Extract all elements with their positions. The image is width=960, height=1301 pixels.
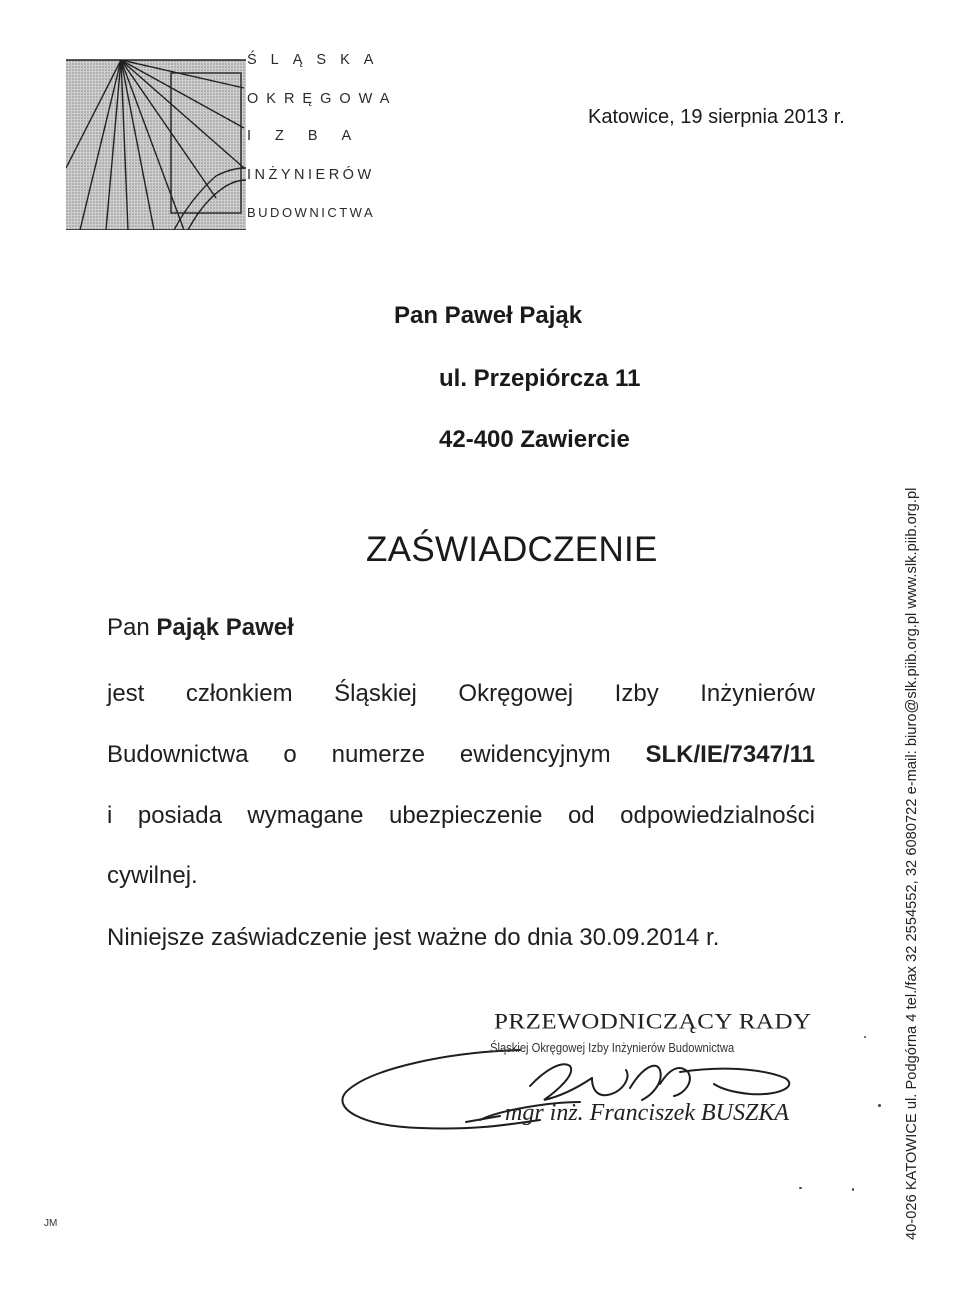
word: i [107, 802, 113, 829]
scan-speck [878, 1104, 881, 1107]
recipient-street: ul. Przepiórcza 11 [439, 365, 641, 392]
word: numerze [331, 741, 425, 768]
logo-text-line: OKRĘGOWA [247, 91, 398, 107]
typist-initials: JM [44, 1218, 58, 1229]
chamber-logo-graphic [66, 48, 246, 230]
word: posiada [137, 802, 222, 829]
word: Śląskiej [334, 680, 417, 707]
validity-statement: Niniejsze zaświadczenie jest ważne do dnia 30.09.2014 r. [107, 924, 720, 951]
membership-number: SLK/IE/7347/11 [645, 741, 815, 768]
stamp-subtitle: Śląskiej Okręgowej Izby Inżynierów Budownictwa [490, 1040, 735, 1055]
word: Okręgowej [458, 680, 574, 707]
logo-text-line: ŚLĄSKA [247, 52, 388, 68]
salutation-prefix: Pan [107, 614, 150, 641]
salutation-name: Pająk Paweł [156, 614, 294, 641]
document-title: ZAŚWIADCZENIE [366, 530, 658, 569]
stamp-title: PRZEWODNICZĄCY RADY [494, 1010, 812, 1034]
salutation [107, 614, 294, 642]
body-line: cywilnej. [107, 862, 198, 889]
word: Budownictwa [107, 741, 249, 768]
scan-speck [864, 1036, 866, 1038]
word: od [567, 802, 595, 829]
word: odpowiedzialności [620, 802, 815, 829]
word: wymagane [247, 802, 364, 829]
body-line [107, 680, 815, 708]
word: członkiem [185, 680, 293, 707]
word: Izby [614, 680, 659, 707]
signatory-name: mgr inż. Franciszek BUSZKA [505, 1100, 789, 1126]
body-line [107, 802, 815, 830]
scan-speck [799, 1187, 802, 1189]
word: ubezpieczenie [388, 802, 543, 829]
body-line [107, 741, 815, 769]
recipient-name: Pan Paweł Pająk [394, 302, 583, 329]
word: ewidencyjnym [459, 741, 611, 768]
logo-text-line: IZBA [247, 128, 376, 144]
recipient-city: 42-400 Zawiercie [439, 426, 630, 453]
word: Inżynierów [700, 680, 815, 707]
word: o [283, 741, 297, 768]
contact-info-vertical: 40-026 KATOWICE ul. Podgórna 4 tel./fax 32 2554552, 32 6080722 e-mail: biuro@slk.piib.org.pl www.slk.piib.org.pl [904, 487, 920, 1240]
scan-speck [852, 1188, 854, 1191]
place-and-date: Katowice, 19 sierpnia 2013 r. [588, 106, 845, 128]
logo-text-line: INŻYNIERÓW [247, 167, 375, 183]
word: jest [107, 680, 145, 707]
logo-text-line: BUDOWNICTWA [247, 205, 376, 220]
